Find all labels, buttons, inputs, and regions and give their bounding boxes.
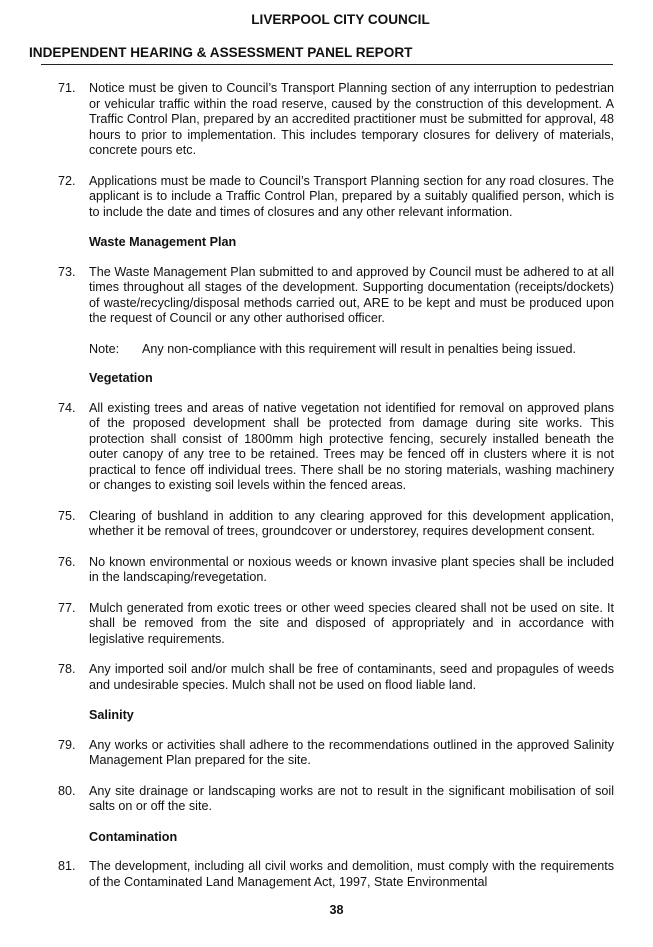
condition-number: 81. [58, 859, 76, 873]
heading-contamination: Contamination [89, 829, 178, 844]
condition-text: The development, including all civil works and demolition, must comply with the requirements of the Contaminated Land Management Act, 1997, State Environmental [89, 859, 614, 889]
condition-81 [58, 859, 614, 890]
document-body [58, 81, 614, 905]
page-number: 38 [329, 903, 344, 917]
condition-79 [58, 738, 614, 769]
condition-text: All existing trees and areas of native vegetation not identified for removal on approved plans of the proposed development shall be protected from damage during site works. This protection shall consist of 1800mm high protective fencing, securely installed beneath the outer canopy of any tree to be retained. Trees may be fenced off in clusters where it is not practical to fence off individual trees. There shall be no storing materials, washing machinery or changes to existing soil levels within the fenced areas. [89, 400, 614, 492]
condition-text: No known environmental or noxious weeds or known invasive plant species shall be included in the landscaping/revegetation. [89, 554, 614, 584]
heading-waste-management: Waste Management Plan [89, 235, 237, 249]
heading-vegetation: Vegetation [89, 371, 153, 385]
condition-text: Any works or activities shall adhere to the recommendations outlined in the approved Salinity Management Plan prepared for the site. [89, 737, 614, 767]
condition-71 [58, 81, 614, 159]
council-title: LIVERPOOL CITY COUNCIL [251, 12, 430, 27]
condition-text: The Waste Management Plan submitted to and approved by Council must be adhered to at all times throughout all stages of the development. Supporting documentation (receipts/dockets) of waste/recycling/disposal methods carried out, ARE to be kept and must be produced upon the request of Council or any other authorised officer. [89, 264, 614, 325]
condition-78 [58, 662, 614, 693]
condition-number: 74. [58, 400, 76, 415]
condition-72 [58, 174, 614, 221]
condition-77 [58, 601, 614, 648]
condition-80 [58, 784, 614, 815]
condition-74 [58, 401, 614, 494]
condition-number: 77. [58, 600, 76, 615]
condition-text: Any site drainage or landscaping works are not to result in the significant mobilisation of soil salts on or off the site. [89, 783, 614, 813]
note-text: Any non-compliance with this requirement will result in penalties being issued. [142, 341, 577, 356]
condition-text: Any imported soil and/or mulch shall be free of contaminants, seed and propagules of weeds and undesirable species. Mulch shall not be used on flood liable land. [89, 662, 614, 692]
condition-73 [58, 265, 614, 327]
condition-text: Mulch generated from exotic trees or other weed species cleared shall not be used on site. It shall be removed from the site and disposed of appropriately and in accordance with legislative requirements. [89, 600, 614, 646]
condition-number: 76. [58, 554, 76, 569]
note-label: Note: [89, 341, 120, 356]
condition-number: 72. [58, 173, 76, 188]
header-rule [41, 64, 613, 65]
condition-number: 79. [58, 737, 76, 752]
condition-75 [58, 509, 614, 540]
condition-number: 75. [58, 508, 76, 523]
condition-text: Notice must be given to Council’s Transport Planning section of any interruption to pedestrian or vehicular traffic within the road reserve, caused by the construction of this development. A Traffic Control Plan, prepared by an accredited practitioner must be submitted for approval, 48 hours to prior to implementation. This includes temporary closures for delivery of materials, concrete pours etc. [89, 81, 614, 157]
heading-salinity: Salinity [89, 708, 134, 722]
note [58, 342, 614, 358]
condition-text: Applications must be made to Council’s Transport Planning section for any road closures. The applicant is to include a Traffic Control Plan, prepared by a suitably qualified person, which is to include the date and times of closures and any other relevant information. [89, 173, 614, 219]
condition-76 [58, 555, 614, 586]
condition-number: 71. [58, 81, 76, 95]
condition-text: Clearing of bushland in addition to any clearing approved for this development application, whether it be removal of trees, groundcover or understorey, requires development consent. [89, 508, 614, 538]
condition-number: 73. [58, 264, 76, 279]
condition-number: 80. [58, 783, 76, 798]
condition-number: 78. [58, 662, 76, 676]
report-title: INDEPENDENT HEARING & ASSESSMENT PANEL REPORT [29, 45, 413, 60]
